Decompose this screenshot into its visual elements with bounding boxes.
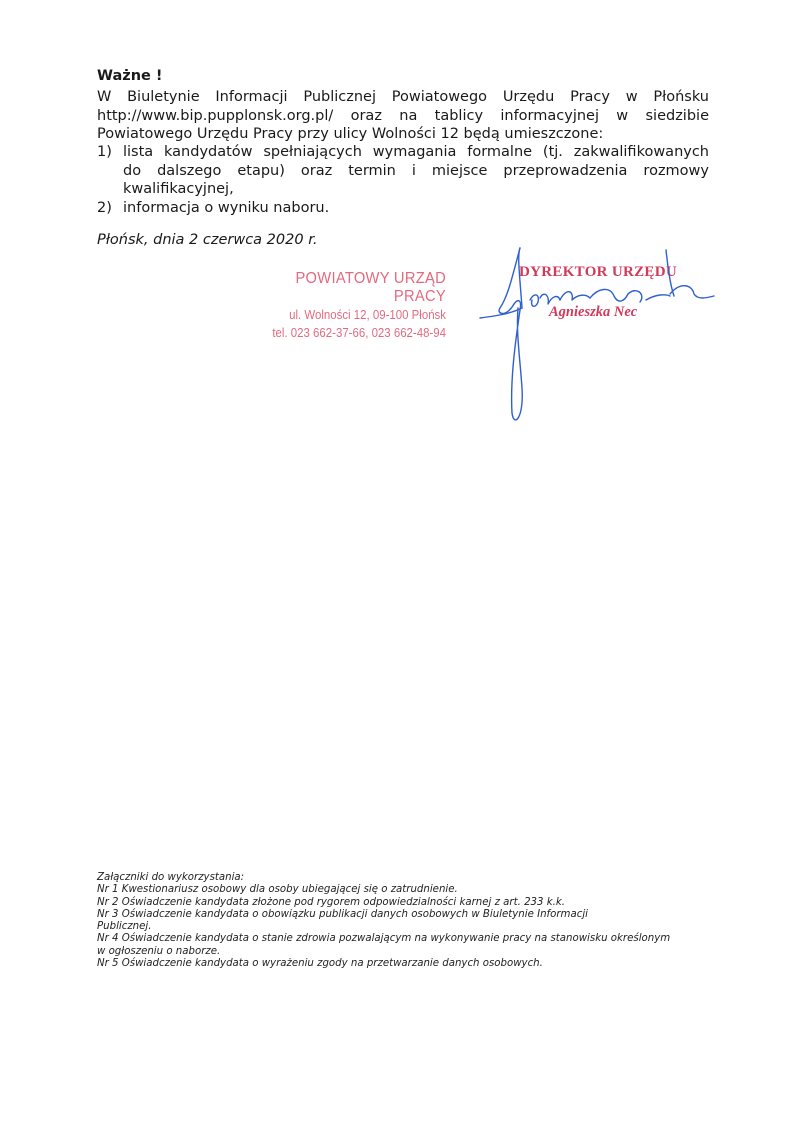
list-item-line: do dalszego etapu) oraz termin i miejsce przeprowadzenia rozmowy — [123, 162, 709, 179]
list-item-line: informacja o wyniku naboru. — [123, 199, 330, 216]
paragraph-line: http://www.bip.pupplonsk.org.pl/ oraz na tablicy informacyjnej w siedzibie — [97, 107, 709, 124]
stamp-address: ul. Wolności 12, 09-100 Płońsk — [289, 307, 446, 322]
date-line: Płońsk, dnia 2 czerwca 2020 r. — [97, 232, 318, 248]
handwritten-signature — [470, 238, 720, 433]
attachment-item: Publicznej. — [97, 921, 152, 933]
attachment-item: Nr 3 Oświadczenie kandydata o obowiązku publikacji danych osobowych w Biuletynie Informacji — [97, 908, 588, 920]
list-item — [97, 199, 709, 218]
list-item-number: 1) — [97, 144, 112, 160]
stamp-phone: tel. 023 662-37-66, 023 662-48-94 — [272, 325, 446, 340]
director-name: Agnieszka Nec — [549, 304, 638, 320]
list-item-number: 2) — [97, 199, 112, 216]
announcement-paragraph — [97, 88, 709, 144]
important-heading: Ważne ! — [97, 68, 163, 84]
list-item-text — [123, 199, 709, 218]
attachment-item: Nr 4 Oświadczenie kandydata o stanie zdrowia pozwalającym na wykonywanie pracy na stanowisku określonym — [97, 933, 671, 945]
paragraph-line: Powiatowego Urzędu Pracy przy ulicy Wolności 12 będą umieszczone: — [97, 126, 604, 142]
attachment-item: Nr 1 Kwestionariusz osobowy dla osoby ubiegającej się o zatrudnienie. — [97, 884, 458, 896]
attachment-item: Nr 5 Oświadczenie kandydata o wyrażeniu zgody na przetwarzanie danych osobowych. — [97, 958, 543, 970]
attachment-item: Nr 2 Oświadczenie kandydata złożone pod rygorem odpowiedzialności karnej z art. 233 k.k. — [97, 896, 566, 908]
stamp-title: POWIATOWY URZĄD PRACY — [295, 270, 446, 305]
attachment-item: w ogłoszeniu o naborze. — [97, 945, 221, 957]
attachments-title: Załączniki do wykorzystania: — [97, 872, 245, 883]
list-item-line: kwalifikacyjnej, — [123, 181, 234, 197]
paragraph-line: W Biuletynie Informacji Publicznej Powiatowego Urzędu Pracy w Płońsku — [97, 89, 709, 105]
attachments-list — [97, 872, 709, 970]
list-item-line: lista kandydatów spełniających wymagania formalne (tj. zakwalifikowanych — [123, 144, 709, 160]
published-items-list — [97, 143, 709, 217]
list-item-text — [123, 143, 709, 199]
list-item — [97, 143, 709, 199]
director-title: DYREKTOR URZĘDU — [519, 264, 677, 280]
office-stamp — [246, 270, 446, 342]
